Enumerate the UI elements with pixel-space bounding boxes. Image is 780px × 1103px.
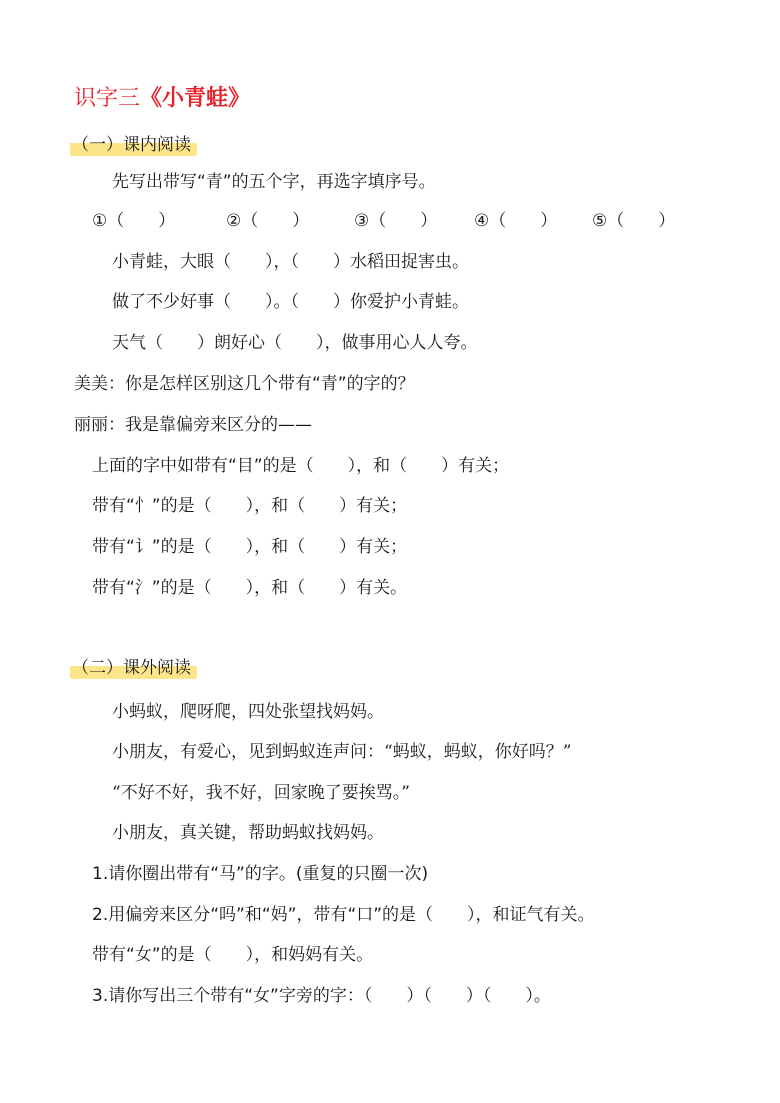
radical-line-3: 带有“讠”的是（ ），和（ ）有关； [92, 537, 408, 557]
dialogue-meimei: 美美：你是怎样区别这几个带有“青”的字的？ [74, 374, 415, 394]
section1-heading: （一）课内阅读 [70, 134, 197, 156]
title-name: 《小青蛙》 [140, 86, 251, 111]
poem-line-2: 做了不少好事（ ）。（ ）你爱护小青蛙。 [112, 292, 469, 312]
blank-5: ⑤（ ） [592, 211, 676, 231]
passage-line-4: 小朋友，真关键，帮助蚂蚁找妈妈。 [112, 823, 384, 843]
section2-heading: （二）课外阅读 [70, 657, 197, 679]
blank-2: ②（ ） [226, 211, 310, 231]
radical-line-4: 带有“氵”的是（ ），和（ ）有关。 [92, 578, 408, 598]
radical-line-1: 上面的字中如带有“目”的是（ ），和（ ）有关； [92, 456, 510, 476]
question-3: 3.请你写出三个带有“女”字旁的字：（ ）（ ）（ ）。 [92, 986, 551, 1006]
passage-line-3: “不好不好，我不好，回家晚了要挨骂。” [112, 783, 410, 803]
blank-1: ①（ ） [92, 211, 176, 231]
poem-line-3: 天气（ ）朗好心（ ），做事用心人人夸。 [112, 333, 478, 353]
title-prefix: 识字三 [74, 86, 141, 111]
passage-line-2: 小朋友，有爱心，见到蚂蚁连声问：“蚂蚁，蚂蚁，你好吗？” [112, 742, 572, 762]
passage-line-1: 小蚂蚁，爬呀爬，四处张望找妈妈。 [112, 702, 384, 722]
poem-line-1: 小青蛙，大眼（ ），（ ）水稻田捉害虫。 [112, 252, 469, 272]
question-2: 2.用偏旁来区分“吗”和“妈”，带有“口”的是（ ），和证气有关。 [92, 905, 595, 925]
page-title [74, 84, 250, 114]
blank-4: ④（ ） [474, 211, 558, 231]
radical-line-2: 带有“忄”的是（ ），和（ ）有关； [92, 496, 408, 516]
blank-3: ③（ ） [354, 211, 438, 231]
dialogue-lili: 丽丽：我是靠偏旁来区分的—— [74, 415, 312, 435]
section1-instruction: 先写出带写“青”的五个字，再选字填序号。 [112, 172, 436, 192]
question-1: 1.请你圈出带有“马”的字。(重复的只圈一次) [92, 864, 429, 884]
question-2-continued: 带有“女”的是（ ），和妈妈有关。 [92, 945, 374, 965]
